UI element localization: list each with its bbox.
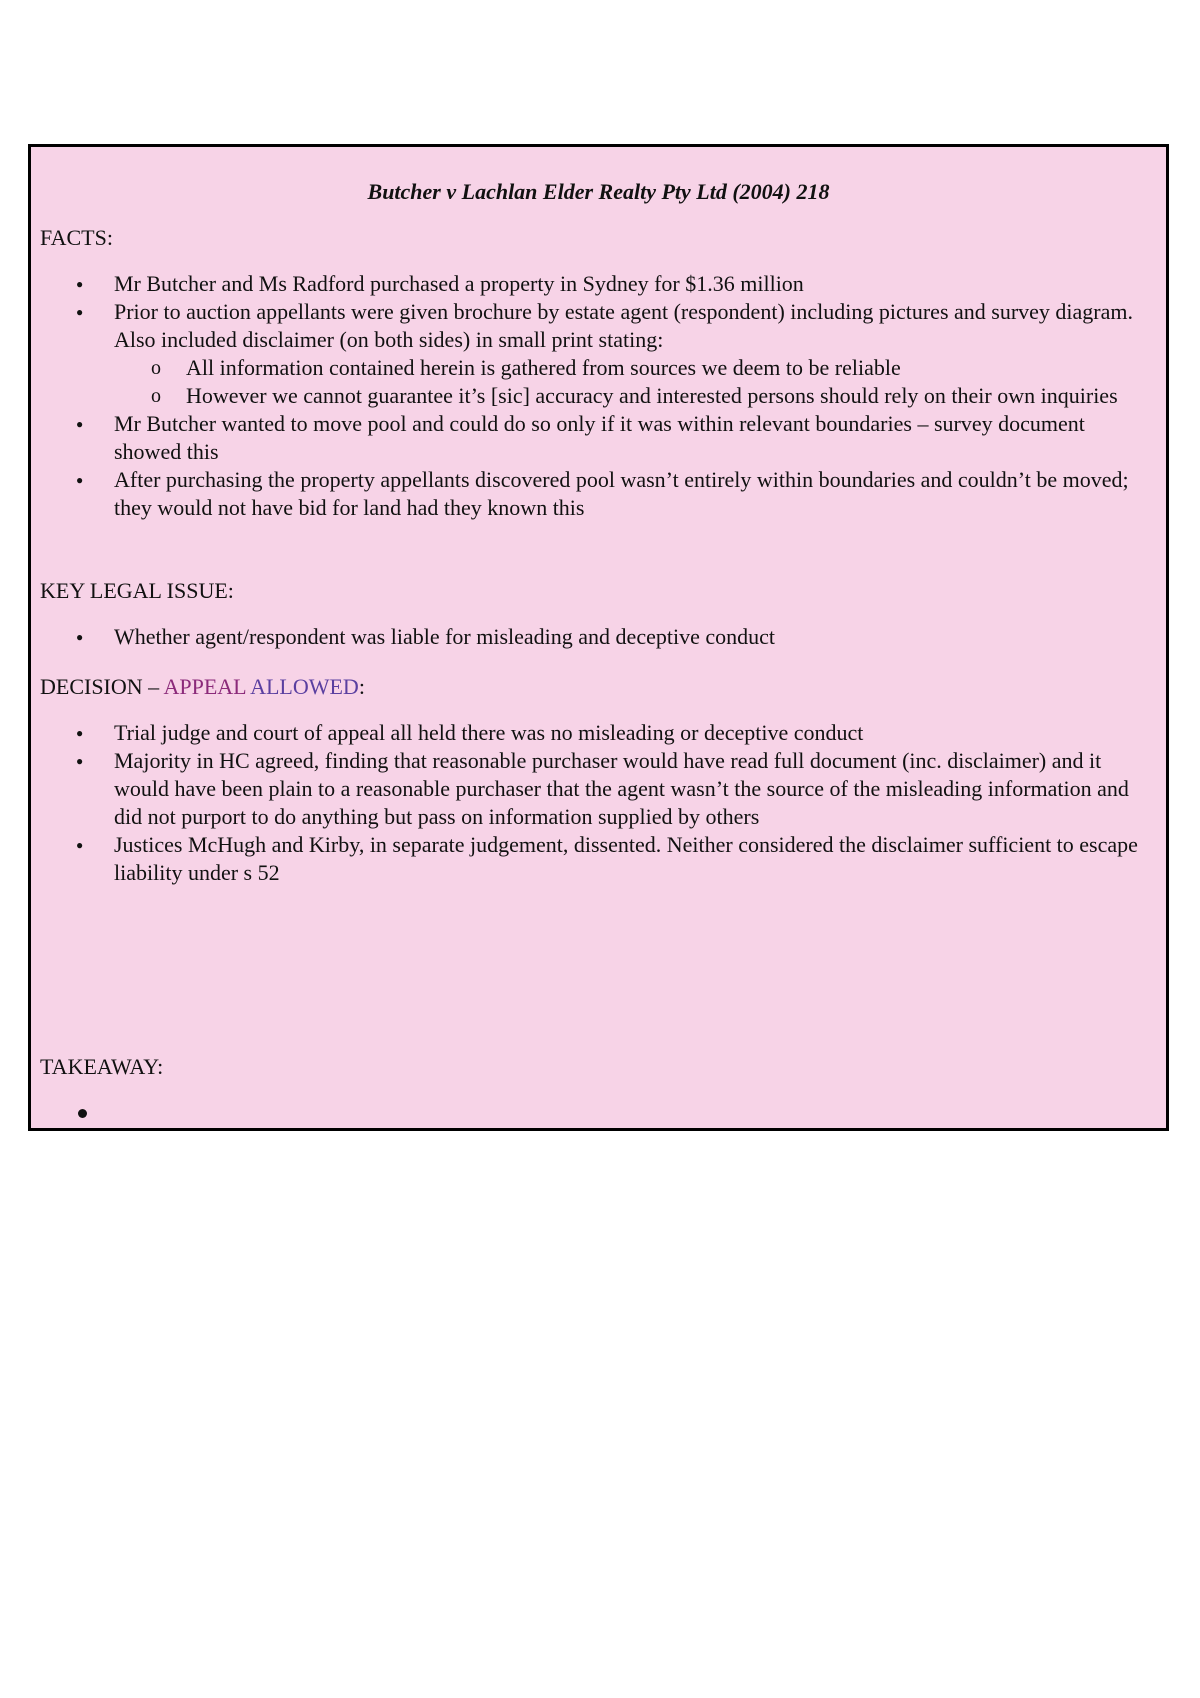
takeaway-heading: TAKEAWAY: — [40, 1054, 164, 1079]
decision-colon: : — [358, 674, 365, 699]
decision-item: ● Trial judge and court of appeal all held there was no misleading or deceptive conduct — [31, 719, 1166, 747]
decision-item: ● Justices McHugh and Kirby, in separate judgement, dissented. Neither considered the disclaimer sufficient to escape liability under s 52 — [31, 831, 1166, 887]
facts-subitem: o All information contained herein is gathered from sources we deem to be reliable — [31, 354, 1166, 382]
decision-label: DECISION — [40, 674, 143, 699]
decision-allowed: ALLOWED — [250, 674, 359, 699]
case-title: Butcher v Lachlan Elder Realty Pty Ltd (2004) 218 — [367, 179, 830, 204]
facts-item: ● Mr Butcher wanted to move pool and could do so only if it was within relevant boundaries – survey document showed this — [31, 410, 1166, 466]
takeaway-bullet — [78, 1109, 87, 1118]
decision-dash: – — [142, 674, 164, 699]
facts-item: ● Mr Butcher and Ms Radford purchased a property in Sydney for $1.36 million — [31, 270, 1166, 298]
decision-item: ● Majority in HC agreed, finding that reasonable purchaser would have read full document (inc. disclaimer) and it would have been plain to a reasonable purchaser that the agent wasn’t the source of the misleading information and did not purport to do anything but pass on information supplied by others — [31, 747, 1166, 831]
decision-list — [31, 719, 1166, 887]
issue-item: ● Whether agent/respondent was liable for misleading and deceptive conduct — [31, 623, 1166, 651]
decision-heading — [40, 674, 365, 700]
facts-subitem: o However we cannot guarantee it’s [sic] accuracy and interested persons should rely on their own inquiries — [31, 382, 1166, 410]
facts-item: ● After purchasing the property appellants discovered pool wasn’t entirely within boundaries and couldn’t be moved; they would not have bid for land had they known this — [31, 466, 1166, 522]
key-legal-issue-heading: KEY LEGAL ISSUE: — [40, 578, 234, 603]
facts-heading: FACTS: — [40, 225, 113, 250]
facts-item: ● Prior to auction appellants were given brochure by estate agent (respondent) including pictures and survey diagram. Also included disclaimer (on both sides) in small print stating: — [31, 298, 1166, 354]
facts-list — [31, 270, 1166, 522]
case-card — [28, 144, 1169, 1131]
issue-list — [31, 623, 1166, 651]
decision-appeal: APPEAL — [163, 674, 246, 699]
